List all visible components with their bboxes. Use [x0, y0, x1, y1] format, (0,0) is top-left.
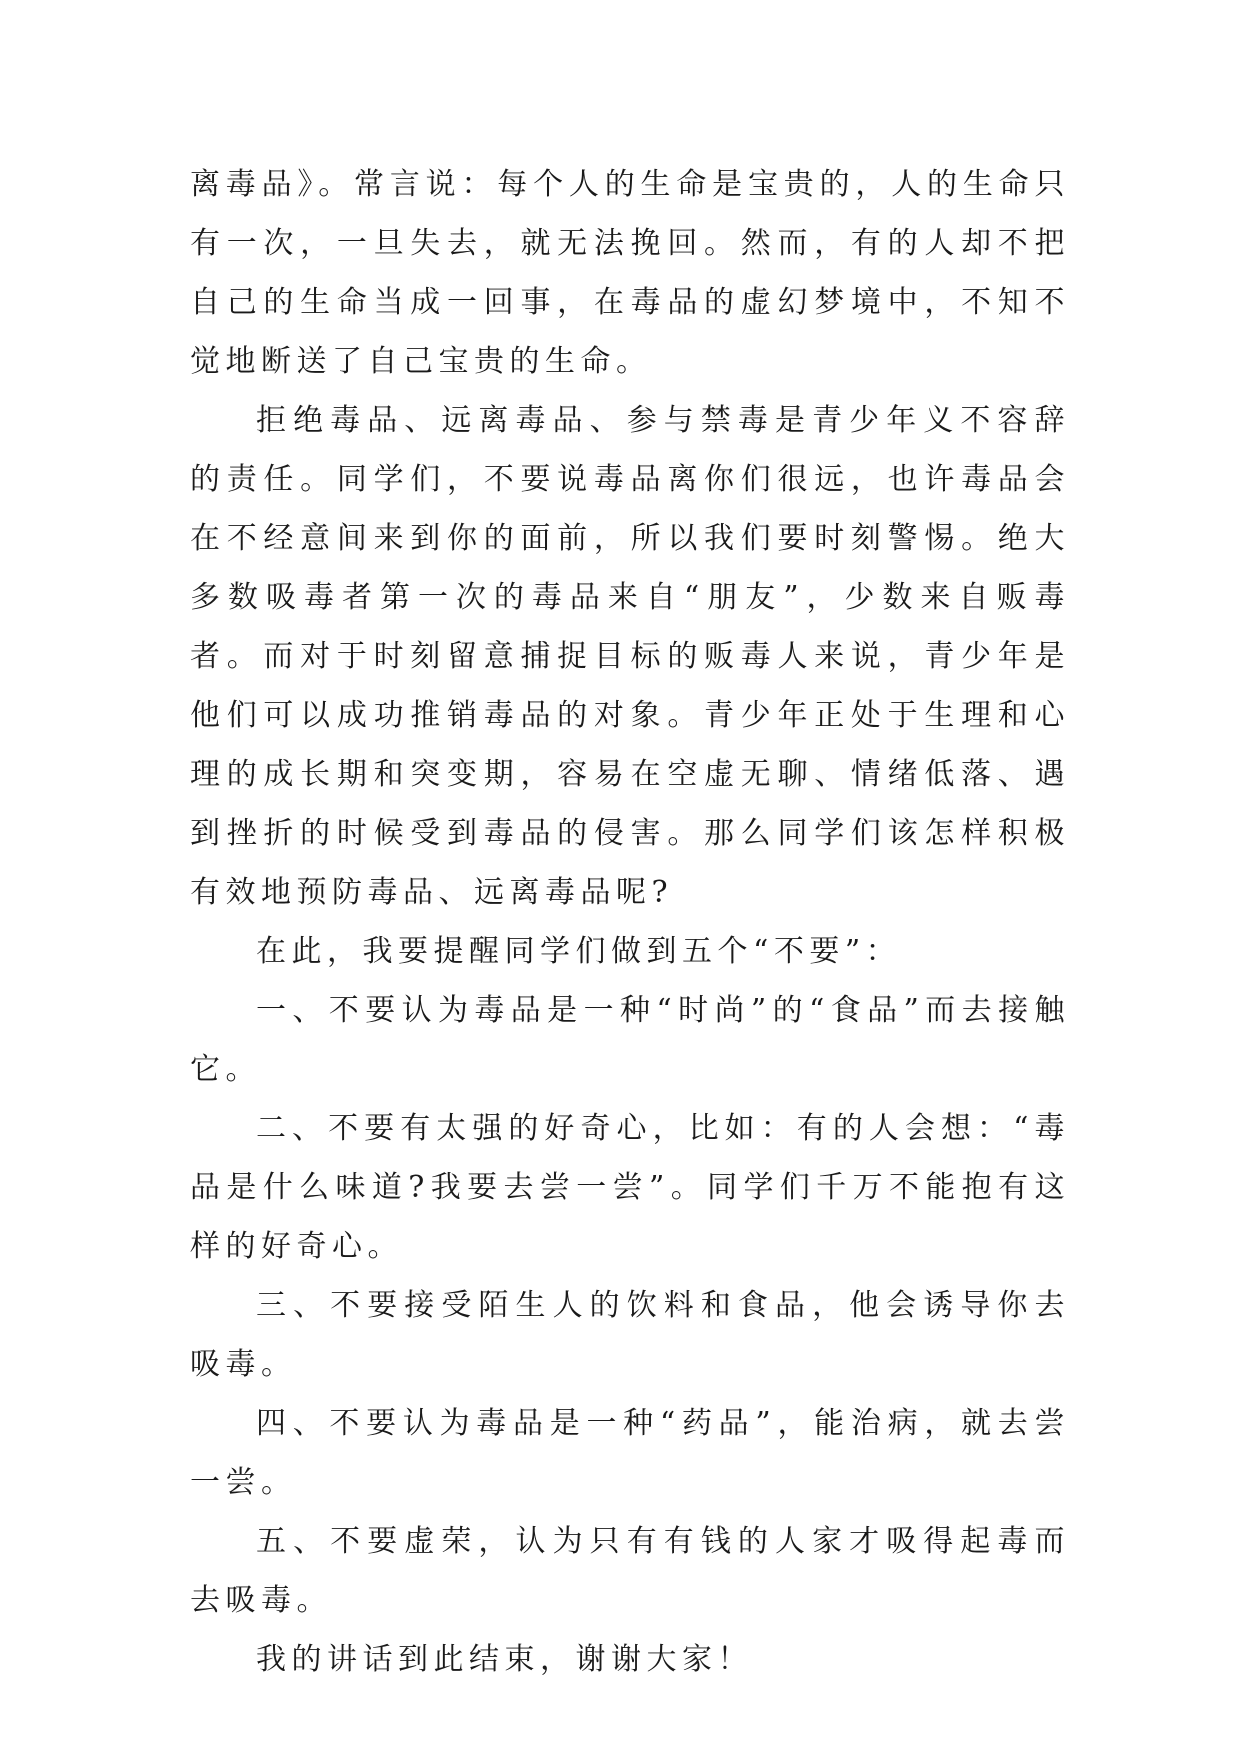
paragraph-3: 在此，我要提醒同学们做到五个“不要”： — [256, 934, 902, 969]
paragraph-9: 我的讲话到此结束，谢谢大家！ — [256, 1642, 753, 1677]
paragraph-8: 五、不要虚荣，认为只有有钱的人家才吸得起毒而去吸毒。 — [190, 1524, 1070, 1618]
paragraph-2: 拒绝毒品、远离毒品、参与禁毒是青少年义不容辞的责任。同学们，不要说毒品离你们很远，也许毒品会在不经意间来到你的面前，所以我们要时刻警惕。绝大多数吸毒者第一次的毒品来自“朋友”，少数来自贩毒者。而对于时刻留意捕捉目标的贩毒人来说，青少年是他们可以成功推销毒品的对象。青少年正处于生理和心理的成长期和突变期，容易在空虚无聊、情绪低落、遇到挫折的时候受到毒品的侵害。那么同学们该怎样积极有效地预防毒品、远离毒品呢? — [190, 403, 1070, 910]
paragraph-5: 二、不要有太强的好奇心，比如：有的人会想：“毒品是什么味道?我要去尝一尝”。同学们千万不能抱有这样的好奇心。 — [190, 1111, 1070, 1264]
document-body — [190, 155, 1070, 1689]
paragraph-6: 三、不要接受陌生人的饮料和食品，他会诱导你去吸毒。 — [190, 1288, 1070, 1382]
paragraph-4: 一、不要认为毒品是一种“时尚”的“食品”而去接触它。 — [190, 993, 1070, 1087]
paragraph-7: 四、不要认为毒品是一种“药品”，能治病，就去尝一尝。 — [190, 1406, 1070, 1500]
paragraph-1: 离毒品》。常言说：每个人的生命是宝贵的，人的生命只有一次，一旦失去，就无法挽回。然而，有的人却不把自己的生命当成一回事，在毒品的虚幻梦境中，不知不觉地断送了自己宝贵的生命。 — [190, 167, 1070, 379]
